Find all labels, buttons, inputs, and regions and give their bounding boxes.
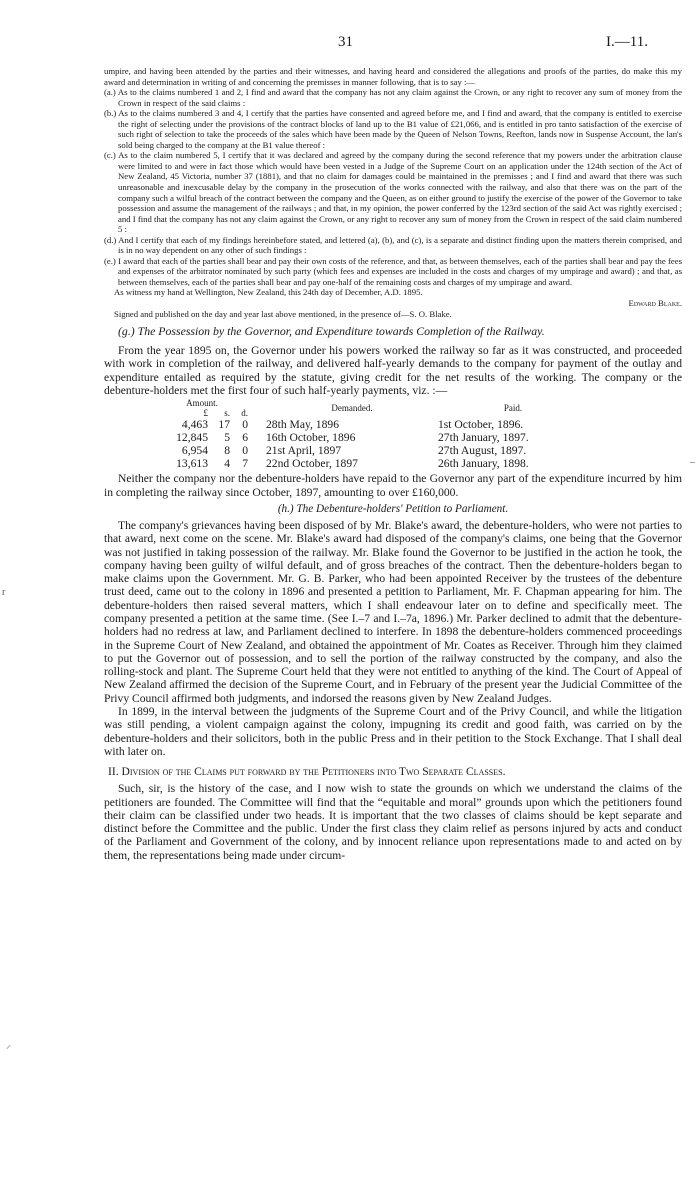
cell-paid: 1st October, 1896. <box>438 418 524 432</box>
page-content <box>104 66 682 862</box>
cell-pence: 6 <box>242 431 248 445</box>
cell-pence: 7 <box>242 457 248 471</box>
col-pounds: £ <box>203 408 208 419</box>
margin-mark: – <box>690 457 695 468</box>
section-g-heading: (g.) The Possession by the Governor, and Expenditure towards Completion of the Railway. <box>118 324 545 339</box>
award-text <box>104 66 682 319</box>
cell-paid: 27th August, 1897. <box>438 444 527 458</box>
margin-mark: ⸝ <box>6 1040 11 1051</box>
page-number: 31 <box>338 34 353 50</box>
award-item-c: (c.) As to the claim numbered 5, I certify that it was declared and agreed by the company during the second reference that my powers under the arbitration clause were limited to and were in fact those which would have been vested in a Judge of the Supreme Court on an application under the 124th section of the Act of New Zealand, 45 Victoria, number 37 (1881), and that no claim for damages could be maintained in the premisses ; and I find and award that there was such unreasonable and inexcusable delay by the company in the prosecution of the works connected with the railway, and also that there was on the part of the company such a wilful breach of the contract between the company and the Queen, as on either ground to justify the exercise of the power of the Governor to take possession and assume the management of the railways ; and that, in my opinion, the power conferred by the 123rd section of the said Act was rightly exercised ; and I find that the company has not any claim against the Crown, or any right to recover any sum of money from the Crown in respect of the said claim numbered 5 : <box>104 150 683 235</box>
col-demanded: Demanded. <box>331 403 373 414</box>
cell-pence: 0 <box>242 418 248 432</box>
cell-pounds: 4,463 <box>181 418 208 432</box>
award-witness: As witness my hand at Wellington, New Zealand, this 24th day of December, A.D. 1895. <box>114 287 423 298</box>
section-h-heading: (h.) The Debenture-holders' Petition to Parliament. <box>277 502 509 515</box>
award-item-b: (b.) As to the claims numbered 3 and 4, I certify that the parties have consented and agreed before me, and I find and award, that the company is entitled to exercise the right of selecting under the provisions of the contract blocks of land up to the B1 value of £21,066, and is entitled in pro tanto satisfaction of the exercise of such right of selection to take the proceeds of the sales which have been made by the Queen of Nelson Towns, Reefton, lands now in Suspense Account, the lan's sold being charged to the company at the B1 value thereof : <box>104 108 682 150</box>
section-ii-paragraph: Such, sir, is the history of the case, and I now wish to state the grounds on which we understand the claims of the petitioners are founded. The Committee will find that the “equitable and moral” grounds upon which the petitioners found their claim can be classified under two heads. It is important that the two classes of claims should be kept separate and distinct before the Committee and the public. Under the first class they claim relief as persons injured by acts and conduct of the Parliament and Government of the colony, and by innocent reliance upon representations made to and acted on by them, the representations being made under circum- <box>104 782 682 862</box>
cell-paid: 26th January, 1898. <box>438 457 529 471</box>
award-item-d: (d.) And I certify that each of my findings hereinbefore stated, and lettered (a), (b), and (c), is a separate and distinct finding upon the matters therein comprised, and is in no way dependent on any other of such findings : <box>104 234 682 256</box>
award-intro: umpire, and having been attended by the parties and their witnesses, and having heard and considered the allegations and proofs of the parties, do make this my award and determination in writing of and concerning the premisses in manner following, that is to say :— <box>104 66 682 87</box>
margin-mark: r <box>2 587 6 598</box>
table-row <box>156 431 588 444</box>
cell-demanded: 16th October, 1896 <box>266 431 356 445</box>
cell-shillings: 17 <box>218 418 230 432</box>
col-paid: Paid. <box>503 403 523 414</box>
cell-demanded: 28th May, 1896 <box>266 418 339 432</box>
cell-demanded: 22nd October, 1897 <box>266 457 358 471</box>
document-reference: I.—11. <box>606 34 648 50</box>
cell-pence: 0 <box>242 444 248 458</box>
section-h-paragraph-2: In 1899, in the interval between the judgments of the Supreme Court and of the Privy Council, and while the litigation was still pending, a violent campaign against the colony, impugning its credit and good faith, was carried on by the debenture-holders and their solicitors, both in the public Press and in their petition to the Stock Exchange. That I shall deal with later on. <box>104 705 682 758</box>
award-signed: Signed and published on the day and year last above mentioned, in the presence of—S. O. Blake. <box>114 308 452 319</box>
cell-shillings: 5 <box>224 431 230 445</box>
cell-paid: 27th January, 1897. <box>438 431 529 445</box>
col-pence: d. <box>241 408 248 419</box>
award-item-e: (e.) I award that each of the parties shall bear and pay their own costs of the reference, and that, as between themselves, each of the parties shall bear and pay the fees and expenses of the arbitrator nominated by such party (which fees and expenses are included in the costs and charges of my umpirage and award) ; and that, as between themselves, each of the parties shall bear and pay one-half of the remaining costs and charges of my umpirage and award. <box>104 255 682 287</box>
table-row <box>156 418 588 431</box>
cell-pounds: 13,613 <box>176 457 208 471</box>
after-table-paragraph: Neither the company nor the debenture-holders have repaid to the Governor any part of the expenditure incurred by him in completing the railway since October, 1897, amounting to over £160,000. <box>104 472 682 499</box>
cell-pounds: 6,954 <box>181 444 208 458</box>
section-g-paragraph: From the year 1895 on, the Governor under his powers worked the railway so far as it was constructed, and proceeded with work in completion of the railway, and delivered half-yearly demands to the company for payment of the outlay and expenditure entailed as required by the statute, giving credit for the net results of the working. The company or the debenture-holders met the first four of such half-yearly payments, viz. :— <box>104 344 682 398</box>
col-shillings: s. <box>224 408 230 419</box>
cell-shillings: 4 <box>224 457 230 471</box>
col-amount: Amount. <box>186 398 218 409</box>
table-row <box>156 457 588 470</box>
award-signature: Edward Blake. <box>628 298 682 309</box>
payments-table <box>156 398 588 470</box>
section-h-paragraph-1: The company's grievances having been disposed of by Mr. Blake's award, the debenture-holders, who were not parties to that award, next come on the scene. Mr. Blake's award had disposed of the company's claims, one being that the Governor was not justified in taking possession of the railway. Mr. Blake found the Governor to be justified in the action he took, the company having been guilty of wilful default, and of gross breaches of the contract. Then the debenture-holders began to make claims upon the Government. Mr. G. B. Parker, who had been appointed Receiver by the trustees of the debenture trust deed, came out to the colony in 1896 and presented a petition to Parliament, Mr. F. Chapman appearing for him. The debenture-holders then raised several matters, which I shall endeavour later on to define and specifically meet. The company presented a petition at the same time. (See I.–7 and I.–7a, 1896.) Mr. Parker declined to admit that the debenture-holders had no redress at law, and Parliament declined to interfere. In 1898 the debenture-holders commenced proceedings in the Supreme Court of New Zealand, and obtained the appointment of Mr. Coates as Receiver. Through him they claimed to put the Governor out of possession, and to sell the portion of the railway constructed by the company, and also the rolling-stock and plant. The Supreme Court held that they were not entitled to anything of the kind. The Court of Appeal of New Zealand affirmed the decision of the Supreme Court, and in February of the present year the Judicial Committee of the Privy Council affirmed both judgments, and indorsed the reasons given by New Zealand Judges. <box>104 518 682 705</box>
table-row <box>156 444 588 457</box>
cell-pounds: 12,845 <box>176 431 208 445</box>
award-item-a: (a.) As to the claims numbered 1 and 2, I find and award that the company has not any claim against the Crown, or any right to recover any sum of money from the Crown in respect of the said claims : <box>104 87 682 108</box>
section-ii-heading: II. Division of the Claims put forward by the Petitioners into Two Separate Classes. <box>108 765 506 779</box>
cell-demanded: 21st April, 1897 <box>266 444 342 458</box>
page-header <box>0 34 700 54</box>
cell-shillings: 8 <box>224 444 230 458</box>
